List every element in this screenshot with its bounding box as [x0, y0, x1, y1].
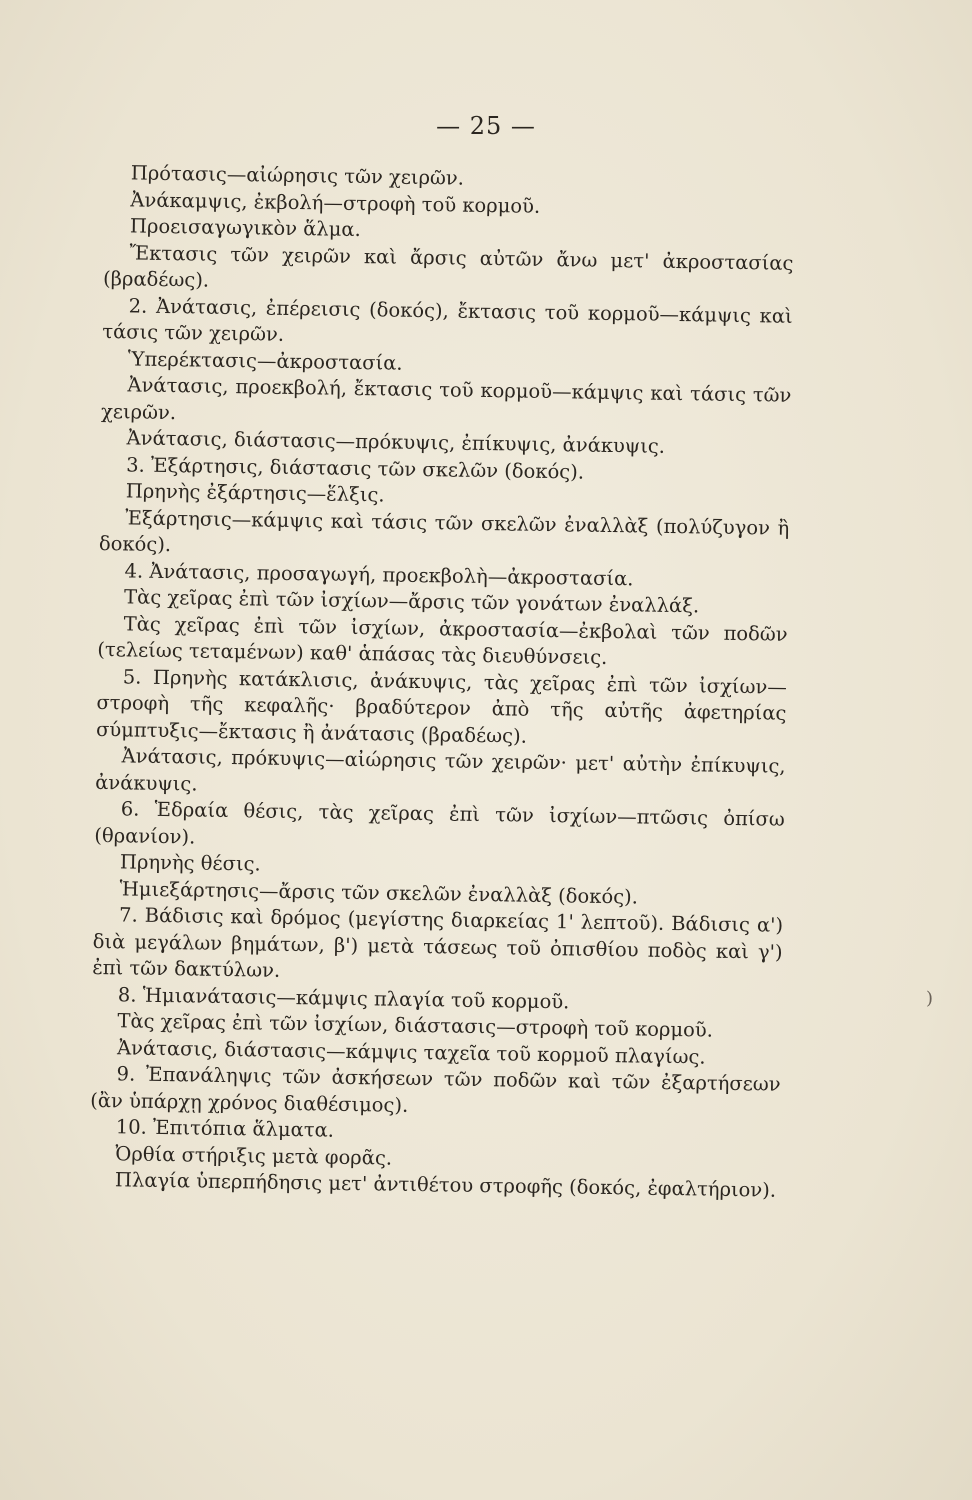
page-number: — 25 — [436, 112, 536, 140]
paragraph: Ἐξάρτησις—κάμψις καὶ τάσις τῶν σκελῶν ἐναλλὰξ (πολύζυγον ἢ δοκός). [98, 505, 790, 557]
paragraph: Ἀνάτασις, διάστασις—πρόκυψις, ἐπίκυψις, ἀνάκυψις. [126, 426, 666, 458]
paragraph: Προεισαγωγικὸν ἅλμα. [129, 214, 361, 242]
paragraph: 5. Πρηνὴς κατάκλισις, ἀνάκυψις, τὰς χεῖρας ἐπὶ τῶν ἰσχίων—στροφὴ τῆς κεφαλῆς· βραδύτερον ἀπὸ τῆς αὐτῆς ἀφετηρίας σύμπτυξις—ἔκτασις ἢ ἀνάτασις (βραδέως). [95, 664, 787, 748]
paragraph: Τὰς χεῖρας ἐπὶ τῶν ἰσχίων, ἀκροστασία—ἐκβολαὶ τῶν ποδῶν (τελείως τεταμένων) καθ' ἁπάσας τὰς διευθύνσεις. [97, 611, 788, 669]
paragraph: Ὀρθία στήριξις μετὰ φορᾶς. [115, 1141, 393, 1170]
paragraph: Ἀνάτασις, προεκβολή, ἔκτασις τοῦ κορμοῦ—κάμψις καὶ τάσις τῶν χειρῶν. [100, 373, 792, 424]
paragraph: Τὰς χεῖρας ἐπὶ τῶν ἰσχίων, διάστασις—στροφὴ τοῦ κορμοῦ. [117, 1009, 714, 1042]
paragraph: 10. Ἐπιτόπια ἅλματα. [115, 1115, 335, 1142]
paragraph: 6. Ἑδραία θέσις, τὰς χεῖρας ἐπὶ τῶν ἰσχίων—πτῶσις ὀπίσω (θρανίον). [94, 797, 785, 848]
paragraph: 4. Ἀνάτασις, προσαγωγή, προεκβολὴ—ἀκροστασία. [124, 558, 634, 590]
paragraph: Πρηνὴς θέσις. [119, 850, 261, 876]
paragraph: Ἀνάτασις, πρόκυψις—αἰώρησις τῶν χειρῶν· μετ' αὐτὴν ἐπίκυψις, ἀνάκυψις. [95, 744, 786, 796]
body-text [89, 160, 795, 1204]
paragraph: 7. Βάδισις καὶ δρόμος (μεγίστης διαρκείας 1' λεπτοῦ). Βάδισις α') διὰ μεγάλων βημάτων, β') μετὰ τάσεως τοῦ ὀπισθίου ποδὸς καὶ γ') ἐπὶ τῶν δακτύλων. [92, 903, 784, 982]
paragraph: Πλαγία ὑπερπήδησις μετ' ἀντιθέτου στροφῆς (δοκός, ἐφαλτήριον). [114, 1168, 777, 1202]
paragraph: Ὑπερέκτασις—ἀκροστασία. [127, 346, 403, 375]
paragraph: 3. Ἐξάρτησις, διάστασις τῶν σκελῶν (δοκός). [126, 452, 585, 484]
paragraph: 9. Ἐπανάληψις τῶν ἀσκήσεων τῶν ποδῶν καὶ τῶν ἐξαρτήσεων (ἂν ὑπάρχῃ χρόνος διαθέσιμος). [90, 1062, 781, 1117]
paragraph: Πρότασις—αἰώρησις τῶν χειρῶν. [130, 161, 465, 190]
margin-mark: ) [926, 988, 934, 1009]
paragraph: 8. Ἡμιανάτασις—κάμψις πλαγία τοῦ κορμοῦ. [117, 982, 570, 1013]
paragraph: Ἡμιεξάρτησις—ἄρσις τῶν σκελῶν ἐναλλὰξ (δοκός). [119, 876, 639, 908]
paragraph: Ἀνάκαμψις, ἐκβολή—στροφὴ τοῦ κορμοῦ. [130, 187, 541, 218]
paragraph: 2. Ἀνάτασις, ἐπέρεισις (δοκός), ἔκτασις τοῦ κορμοῦ—κάμψις καὶ τάσις τῶν χειρῶν. [102, 293, 793, 346]
paragraph: Πρηνὴς ἐξάρτησις—ἕλξις. [125, 479, 385, 507]
paragraph: Ἀνάτασις, διάστασις—κάμψις ταχεῖα τοῦ κορμοῦ πλαγίως. [116, 1035, 706, 1069]
paragraph: Τὰς χεῖρας ἐπὶ τῶν ἰσχίων—ἄρσις τῶν γονάτων ἐναλλάξ. [123, 585, 700, 618]
paragraph: Ἔκτασις τῶν χειρῶν καὶ ἄρσις αὐτῶν ἄνω μετ' ἀκροστασίας (βραδέως). [102, 240, 794, 292]
